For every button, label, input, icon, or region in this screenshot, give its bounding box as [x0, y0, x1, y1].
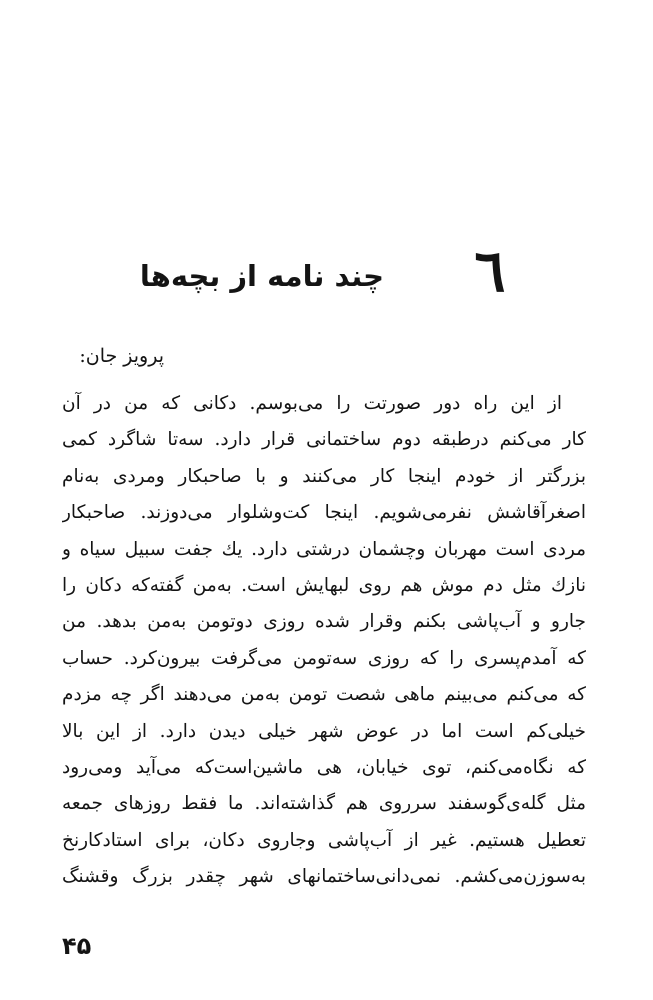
body-line: مردی است مهربان وچشمان درشتی دارد. یك جفت سبیل سیاه و	[62, 538, 586, 560]
body-line: به‌سوزن‌می‌کشم. نمی‌دانی‌ساختمانهای شهر چقدر بزرگ وقشنگ	[62, 866, 586, 888]
body-line: اصغرآقاشش نفرمی‌شویم. اینجا کت‌وشلوار می‌دوزند. صاحبکار	[62, 502, 586, 524]
body-line: از این راه دور صورتت را می‌بوسم. دکانی که من در آن	[62, 393, 562, 414]
body-line: بزرگتر از خودم اینجا کار می‌کنند و با صاحبکار ومردی به‌نام	[62, 465, 586, 487]
body-line: خیلی‌کم است اما در عوض شهر خیلی دیدن دارد. از این بالا	[62, 720, 586, 742]
body-line: تعطیل هستیم. غیر از آب‌پاشی وجاروی دکان، برای استادکارنخ	[62, 829, 586, 851]
body-line: که می‌کنم می‌بینم ماهی شصت تومن به‌من می‌دهند اگر چه مزدم	[62, 684, 586, 706]
body-line: مثل گله‌ی‌گوسفند سرروی هم گذاشته‌اند. ما فقط روزهای جمعه	[62, 793, 586, 815]
body-line: جارو و آب‌پاشی بکنم وقرار شده روزی دوتومن به‌من بدهد. من	[62, 611, 586, 633]
chapter-title: چند نامه از بچه‌ها	[139, 259, 384, 293]
letter-body	[62, 386, 586, 895]
chapter-number: ٦	[474, 237, 506, 305]
letter-salutation: پرویز جان:	[79, 345, 164, 367]
body-line: که نگاه‌می‌کنم، توی خیابان، هی ماشین‌است‌که می‌آید ومی‌رود	[62, 756, 586, 778]
body-line: که آمدم‌پسری را که روزی سه‌تومن می‌گرفت بیرون‌کرد. حساب	[62, 647, 586, 669]
body-line: نازك مثل دم موش هم روی لبهایش است. به‌من گفته‌که دکان را	[62, 574, 586, 596]
body-line: کار می‌کنم درطبقه دوم ساختمانی قرار دارد. سه‌تا شاگرد کمی	[62, 429, 586, 451]
page-number: ۴۵	[62, 932, 92, 960]
